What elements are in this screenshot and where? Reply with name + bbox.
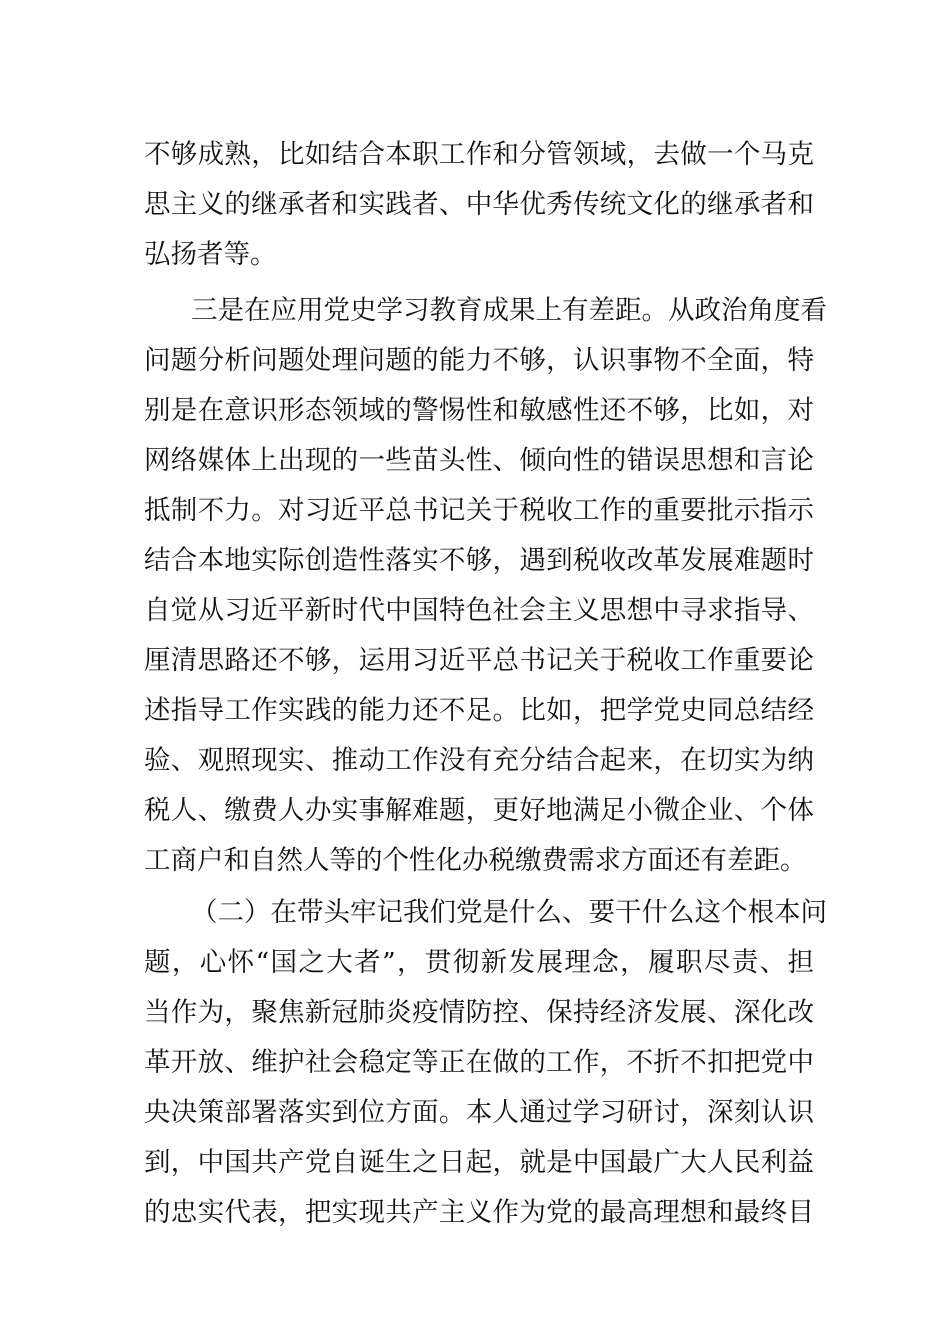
paragraph-2: [144, 286, 827, 886]
text-line: 弘扬者等。: [144, 239, 277, 270]
text-line: 税人、缴费人办实事解难题，更好地满足小微企业、个体: [144, 795, 814, 826]
text-line: 革开放、维护社会稳定等正在做的工作，不折不扣把党中: [144, 1047, 814, 1078]
text-line: （二）在带头牢记我们党是什么、要干什么这个根本问: [191, 897, 827, 928]
text-line: 当作为，聚焦新冠肺炎疫情防控、保持经济发展、深化改: [144, 997, 814, 1028]
text-line: 的忠实代表，把实现共产主义作为党的最高理想和最终目: [144, 1197, 814, 1228]
text-line: 问题分析问题处理问题的能力不够，认识事物不全面，特: [144, 345, 814, 376]
text-line: 厘清思路还不够，运用习近平总书记关于税收工作重要论: [144, 645, 814, 676]
text-line: 题，心怀“国之大者”，贯彻新发展理念，履职尽责、担: [144, 947, 814, 978]
text-line: 工商户和自然人等的个性化办税缴费需求方面还有差距。: [144, 845, 807, 876]
text-line: 到，中国共产党自诞生之日起，就是中国最广大人民利益: [144, 1147, 814, 1178]
text-line: 网络媒体上出现的一些苗头性、倾向性的错误思想和言论: [144, 445, 814, 476]
text-line: 结合本地实际创造性落实不够，遇到税收改革发展难题时: [144, 545, 814, 576]
paragraph-3: [144, 888, 827, 1238]
text-line: 自觉从习近平新时代中国特色社会主义思想中寻求指导、: [144, 595, 814, 626]
text-line: 思主义的继承者和实践者、中华优秀传统文化的继承者和: [144, 189, 814, 220]
text-line: 央决策部署落实到位方面。本人通过学习研讨，深刻认识: [144, 1097, 814, 1128]
text-line: 验、观照现实、推动工作没有充分结合起来，在切实为纳: [144, 745, 814, 776]
text-line: 述指导工作实践的能力还不足。比如，把学党史同总结经: [144, 695, 814, 726]
document-body: [144, 130, 827, 1238]
text-line: 不够成熟，比如结合本职工作和分管领域，去做一个马克: [144, 139, 814, 170]
text-line: 三是在应用党史学习教育成果上有差距。从政治角度看: [191, 295, 827, 326]
text-line: 抵制不力。对习近平总书记关于税收工作的重要批示指示: [144, 495, 814, 526]
text-line: 别是在意识形态领域的警惕性和敏感性还不够，比如，对: [144, 395, 814, 426]
paragraph-1: [144, 130, 814, 280]
